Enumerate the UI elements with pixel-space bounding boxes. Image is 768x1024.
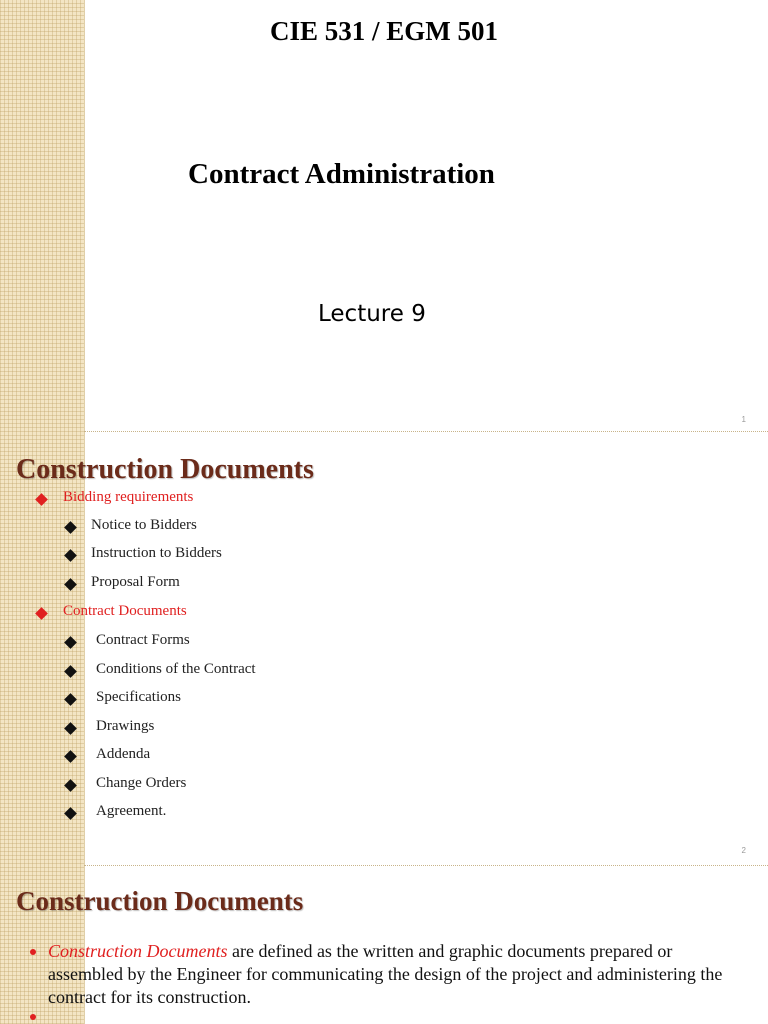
section-heading: Contract Documents bbox=[63, 603, 187, 619]
page-number: 1 bbox=[741, 415, 746, 424]
diamond-bullet-icon bbox=[64, 549, 77, 562]
course-title: CIE 531 / EGM 501 bbox=[269, 16, 498, 46]
diamond-bullet-icon bbox=[35, 607, 48, 620]
diamond-bullet-icon bbox=[64, 750, 77, 763]
list-item: Change Orders bbox=[96, 775, 187, 791]
list-item: Drawings bbox=[96, 718, 155, 734]
list-item: Instruction to Bidders bbox=[91, 545, 222, 561]
slide-1 bbox=[0, 0, 768, 432]
list-item: Notice to Bidders bbox=[91, 517, 197, 533]
list-item: Contract Forms bbox=[96, 632, 190, 648]
slide-title: Construction Documents bbox=[16, 886, 304, 916]
list-item: Specifications bbox=[96, 689, 181, 705]
bullet-dot-icon bbox=[30, 1014, 36, 1020]
diamond-bullet-icon bbox=[35, 493, 48, 506]
slide-3 bbox=[0, 866, 768, 1024]
diamond-bullet-icon bbox=[64, 636, 77, 649]
diamond-bullet-icon bbox=[64, 665, 77, 678]
diamond-bullet-icon bbox=[64, 807, 77, 820]
paragraph bbox=[48, 940, 748, 1009]
diamond-bullet-icon bbox=[64, 521, 77, 534]
diamond-bullet-icon bbox=[64, 578, 77, 591]
list-item: Proposal Form bbox=[91, 574, 180, 590]
section-heading: Bidding requirements bbox=[63, 489, 194, 505]
bullet-dot-icon bbox=[30, 949, 36, 955]
list-item: Agreement. bbox=[96, 803, 167, 819]
list-item: Addenda bbox=[96, 746, 151, 762]
emphasized-term: Construction Documents bbox=[48, 941, 228, 961]
slide-title: Construction Documents bbox=[16, 454, 314, 485]
paragraph-text: are defined as the written and graphic documents prepared or assembled by the Engineer for communicating the design of the project and administering the contract for its construction. bbox=[48, 941, 723, 1007]
slide-2 bbox=[0, 432, 768, 866]
lecture-title: Lecture 9 bbox=[318, 301, 426, 327]
diamond-bullet-icon bbox=[64, 779, 77, 792]
list-item: Conditions of the Contract bbox=[96, 661, 256, 677]
diamond-bullet-icon bbox=[64, 722, 77, 735]
subject-title: Contract Administration bbox=[188, 158, 495, 190]
page-number: 2 bbox=[741, 846, 746, 855]
diamond-bullet-icon bbox=[64, 693, 77, 706]
